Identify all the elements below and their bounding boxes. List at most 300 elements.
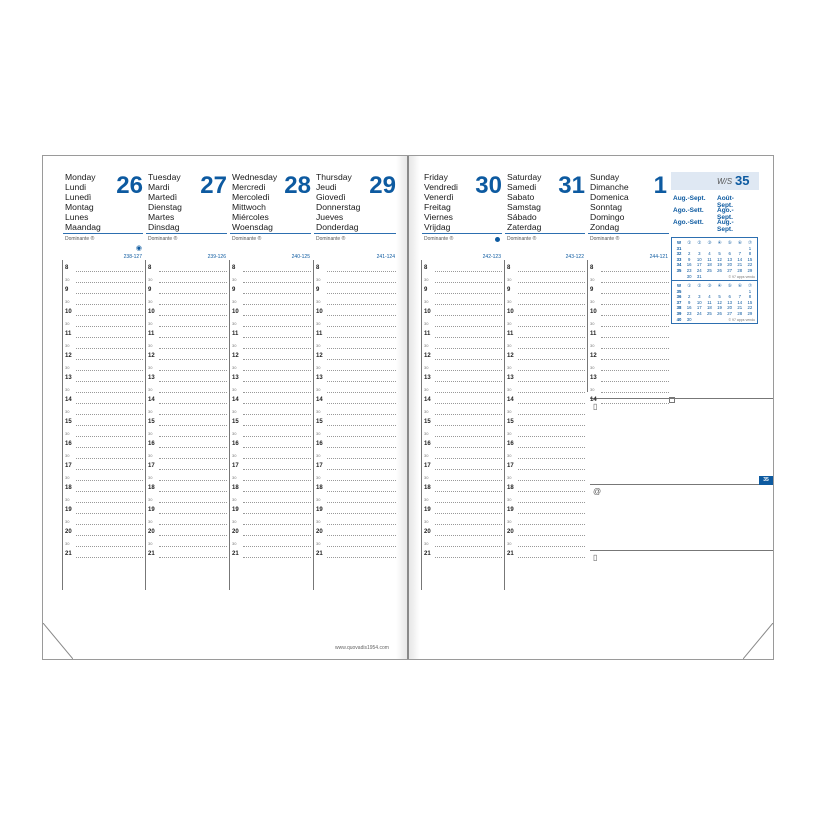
hour-slot[interactable] bbox=[229, 514, 313, 525]
hour-slot[interactable] bbox=[504, 470, 587, 481]
half-hour-label: 30 bbox=[65, 299, 70, 304]
hour-slot[interactable] bbox=[229, 404, 313, 415]
hour-slot[interactable] bbox=[62, 492, 145, 503]
mini-calendar-cell: 36 bbox=[676, 294, 682, 300]
hour-slot[interactable] bbox=[145, 360, 229, 371]
hour-slot[interactable] bbox=[587, 327, 671, 338]
hour-slot[interactable] bbox=[313, 327, 398, 338]
mini-calendar-cell: 27 bbox=[727, 311, 733, 316]
half-hour-label: 30 bbox=[316, 519, 321, 524]
day-column bbox=[145, 172, 229, 660]
hour-slot[interactable] bbox=[587, 316, 671, 327]
hour-label: 14 bbox=[424, 397, 431, 403]
hour-slot[interactable] bbox=[587, 305, 671, 316]
hour-slot[interactable] bbox=[504, 448, 587, 459]
hour-slot[interactable] bbox=[229, 426, 313, 437]
hour-slot[interactable] bbox=[587, 349, 671, 360]
mini-calendar-cell: ⑥ bbox=[737, 283, 742, 288]
hour-slot[interactable] bbox=[145, 283, 229, 294]
hour-slot[interactable] bbox=[504, 338, 587, 349]
dominante-label: Dominante ® bbox=[148, 236, 178, 242]
half-hour-label: 30 bbox=[148, 387, 153, 392]
hour-slot[interactable] bbox=[587, 294, 671, 305]
hour-label: 18 bbox=[148, 485, 155, 491]
hour-slot[interactable] bbox=[421, 426, 504, 437]
hour-slot[interactable] bbox=[145, 536, 229, 547]
hour-slot[interactable] bbox=[313, 349, 398, 360]
mini-calendar-cell bbox=[715, 274, 725, 279]
week-tab[interactable]: 35 bbox=[759, 476, 773, 485]
eye-icon: ◉ bbox=[135, 245, 142, 252]
hour-slot[interactable] bbox=[421, 492, 504, 503]
mini-calendar-cell: 17 bbox=[696, 305, 702, 311]
hour-slot[interactable] bbox=[587, 261, 671, 272]
hour-slot[interactable] bbox=[145, 382, 229, 393]
day-names bbox=[424, 172, 458, 232]
hour-slot[interactable] bbox=[421, 360, 504, 371]
date-number: 29 bbox=[369, 172, 396, 199]
hour-slot[interactable] bbox=[145, 437, 229, 448]
mini-calendar-week bbox=[674, 305, 755, 310]
hour-slot[interactable] bbox=[504, 536, 587, 547]
mini-calendar-cell: 20 bbox=[727, 262, 733, 268]
hour-slot[interactable] bbox=[62, 371, 145, 382]
hour-slot[interactable] bbox=[421, 404, 504, 415]
hour-slot[interactable] bbox=[229, 327, 313, 338]
date-number: 28 bbox=[284, 172, 311, 199]
hour-slot[interactable] bbox=[504, 349, 587, 360]
mini-calendar-cell: 16 bbox=[686, 262, 692, 268]
hour-slot[interactable] bbox=[145, 305, 229, 316]
hour-slot[interactable] bbox=[313, 371, 398, 382]
day-of-year: 241-124 bbox=[376, 254, 395, 260]
hour-slot[interactable] bbox=[229, 481, 313, 492]
mini-calendar-cell: 19 bbox=[717, 262, 722, 268]
hour-slot[interactable] bbox=[504, 360, 587, 371]
day-name: Sabato bbox=[507, 192, 535, 202]
hour-slot[interactable] bbox=[313, 294, 398, 305]
hour-slot[interactable] bbox=[145, 448, 229, 459]
hour-slot[interactable] bbox=[229, 338, 313, 349]
hour-slot[interactable] bbox=[145, 415, 229, 426]
mini-calendar-cell bbox=[725, 289, 735, 294]
hour-slot[interactable] bbox=[145, 426, 229, 437]
hour-slot[interactable] bbox=[421, 338, 504, 349]
hour-slot[interactable] bbox=[145, 338, 229, 349]
mini-calendar-cell: 37 bbox=[676, 299, 682, 305]
half-hour-label: 30 bbox=[507, 321, 512, 326]
mini-calendar-cell bbox=[735, 289, 745, 294]
day-name: Sábado bbox=[507, 212, 537, 222]
hour-slot[interactable] bbox=[587, 360, 671, 371]
page-gutter bbox=[396, 156, 420, 659]
half-hour-label: 30 bbox=[316, 343, 321, 348]
hour-slot[interactable] bbox=[313, 514, 398, 525]
hour-label: 13 bbox=[65, 375, 72, 381]
hour-slot[interactable] bbox=[145, 514, 229, 525]
hour-slot[interactable] bbox=[229, 360, 313, 371]
hour-slot[interactable] bbox=[421, 437, 504, 448]
day-name: Mittwoch bbox=[232, 202, 266, 212]
hour-slot[interactable] bbox=[229, 448, 313, 459]
half-hour-label: 30 bbox=[507, 387, 512, 392]
hour-slot[interactable] bbox=[229, 272, 313, 283]
hour-slot[interactable] bbox=[229, 316, 313, 327]
writing-line bbox=[435, 557, 502, 558]
half-hour-label: 30 bbox=[316, 277, 321, 282]
hour-slot[interactable] bbox=[504, 481, 587, 492]
hour-slot[interactable] bbox=[421, 382, 504, 393]
date-number: 31 bbox=[558, 172, 585, 199]
hour-slot[interactable] bbox=[421, 481, 504, 492]
hour-slot[interactable] bbox=[313, 316, 398, 327]
hour-label: 20 bbox=[232, 529, 239, 535]
hour-slot[interactable] bbox=[62, 547, 145, 558]
hour-slot[interactable] bbox=[145, 503, 229, 514]
hour-slot[interactable] bbox=[62, 393, 145, 404]
hour-slot[interactable] bbox=[504, 459, 587, 470]
hour-slot[interactable] bbox=[504, 294, 587, 305]
hour-slot[interactable] bbox=[229, 525, 313, 536]
hour-slot[interactable] bbox=[145, 393, 229, 404]
hour-slot[interactable] bbox=[421, 547, 504, 558]
hour-slot[interactable] bbox=[313, 404, 398, 415]
hour-label: 16 bbox=[232, 441, 239, 447]
mini-calendar-week bbox=[674, 294, 755, 299]
hour-slot[interactable] bbox=[62, 470, 145, 481]
hour-slot[interactable] bbox=[62, 305, 145, 316]
hour-slot[interactable] bbox=[504, 492, 587, 503]
half-hour-label: 30 bbox=[65, 431, 70, 436]
hour-slot[interactable] bbox=[313, 305, 398, 316]
hour-slot[interactable] bbox=[421, 261, 504, 272]
day-name: Tuesday bbox=[148, 172, 181, 182]
hour-slot[interactable] bbox=[504, 316, 587, 327]
hour-slot[interactable] bbox=[145, 492, 229, 503]
mini-calendar-cell: 1 bbox=[748, 245, 752, 251]
hour-slot[interactable] bbox=[587, 371, 671, 382]
half-hour-label: 30 bbox=[148, 497, 153, 502]
hour-slot[interactable] bbox=[421, 349, 504, 360]
hour-slot[interactable] bbox=[421, 503, 504, 514]
hour-slot[interactable] bbox=[62, 283, 145, 294]
hour-slot[interactable] bbox=[504, 305, 587, 316]
hour-slot[interactable] bbox=[587, 382, 671, 393]
hour-slot[interactable] bbox=[62, 448, 145, 459]
hour-slot[interactable] bbox=[145, 525, 229, 536]
hour-slot[interactable] bbox=[145, 294, 229, 305]
hour-slot[interactable] bbox=[421, 470, 504, 481]
hour-slot[interactable] bbox=[313, 470, 398, 481]
hour-slot[interactable] bbox=[145, 547, 229, 558]
hour-slot[interactable] bbox=[229, 261, 313, 272]
header-rule bbox=[588, 233, 669, 234]
hour-slot[interactable] bbox=[145, 272, 229, 283]
month-label: Aug.-Sept. bbox=[717, 219, 734, 233]
hour-slot[interactable] bbox=[313, 283, 398, 294]
mini-calendar-cell: 25 bbox=[707, 311, 712, 316]
hour-slot[interactable] bbox=[229, 470, 313, 481]
hour-slot[interactable] bbox=[62, 514, 145, 525]
hour-label: 9 bbox=[232, 287, 236, 293]
hour-label: 12 bbox=[148, 353, 155, 359]
hour-slot[interactable] bbox=[145, 459, 229, 470]
half-hour-label: 30 bbox=[316, 475, 321, 480]
hour-slot[interactable] bbox=[504, 415, 587, 426]
half-hour-label: 30 bbox=[424, 409, 429, 414]
date-number: 27 bbox=[200, 172, 227, 199]
hour-slot[interactable] bbox=[62, 382, 145, 393]
hour-slot[interactable] bbox=[62, 536, 145, 547]
hour-slot[interactable] bbox=[421, 459, 504, 470]
day-column bbox=[313, 172, 398, 660]
hour-label: 17 bbox=[424, 463, 431, 469]
hour-slot[interactable] bbox=[62, 525, 145, 536]
mini-calendar-cell: 9 bbox=[687, 256, 691, 262]
hour-slot[interactable] bbox=[145, 327, 229, 338]
hour-slot[interactable] bbox=[587, 338, 671, 349]
hour-slot[interactable] bbox=[313, 338, 398, 349]
half-hour-label: 30 bbox=[590, 321, 595, 326]
hour-slot[interactable] bbox=[62, 459, 145, 470]
hour-slot[interactable] bbox=[421, 536, 504, 547]
hour-slot[interactable] bbox=[421, 393, 504, 404]
mini-calendar-cell bbox=[674, 274, 684, 279]
hour-slot[interactable] bbox=[313, 393, 398, 404]
hour-slot[interactable] bbox=[504, 547, 587, 558]
mini-calendar-cell: 7 bbox=[738, 251, 741, 257]
day-name: Saturday bbox=[507, 172, 542, 182]
hour-slot[interactable] bbox=[504, 382, 587, 393]
hour-slot[interactable] bbox=[313, 481, 398, 492]
hour-slot[interactable] bbox=[313, 536, 398, 547]
half-hour-label: 30 bbox=[232, 475, 237, 480]
mini-calendar-cell: 3 bbox=[698, 294, 701, 300]
writing-line bbox=[243, 557, 311, 558]
hour-slot[interactable] bbox=[313, 382, 398, 393]
mini-calendar-cell: ② bbox=[697, 240, 702, 245]
mini-calendar-cell bbox=[704, 289, 714, 294]
hour-slot[interactable] bbox=[504, 327, 587, 338]
half-hour-label: 30 bbox=[590, 387, 595, 392]
hour-slot[interactable] bbox=[62, 327, 145, 338]
hour-slot[interactable] bbox=[421, 448, 504, 459]
header-rule bbox=[422, 233, 502, 234]
hour-slot[interactable] bbox=[421, 294, 504, 305]
mini-calendar-cell: 24 bbox=[696, 311, 702, 316]
half-hour-label: 30 bbox=[316, 387, 321, 392]
mini-calendar-cell: 28 bbox=[737, 268, 743, 273]
hour-slot[interactable] bbox=[229, 547, 313, 558]
hour-slot[interactable] bbox=[229, 536, 313, 547]
hour-slot[interactable] bbox=[504, 261, 587, 272]
hour-slot[interactable] bbox=[62, 503, 145, 514]
day-of-year: 244-121 bbox=[649, 254, 668, 260]
hour-slot[interactable] bbox=[587, 393, 671, 404]
hour-slot[interactable] bbox=[62, 349, 145, 360]
half-hour-label: 30 bbox=[232, 409, 237, 414]
month-label: Aug.-Sept. bbox=[673, 195, 706, 202]
day-column bbox=[229, 172, 313, 660]
hour-label: 14 bbox=[148, 397, 155, 403]
hour-slot[interactable] bbox=[229, 503, 313, 514]
hour-slot[interactable] bbox=[62, 294, 145, 305]
day-name: Viernes bbox=[424, 212, 453, 222]
half-hour-label: 30 bbox=[507, 277, 512, 282]
hour-slot[interactable] bbox=[504, 371, 587, 382]
mini-calendar-cell: 29 bbox=[747, 311, 753, 316]
mini-calendar-week bbox=[674, 311, 755, 316]
hour-slot[interactable] bbox=[145, 481, 229, 492]
hour-label: 12 bbox=[590, 353, 597, 359]
hour-slot[interactable] bbox=[313, 426, 398, 437]
mini-calendar-cell bbox=[704, 246, 714, 251]
mini-calendar-cell: 17 bbox=[696, 262, 702, 268]
hour-label: 8 bbox=[590, 265, 594, 271]
hour-label: 9 bbox=[316, 287, 320, 293]
hour-slot[interactable] bbox=[421, 514, 504, 525]
hour-slot[interactable] bbox=[313, 415, 398, 426]
hour-slot[interactable] bbox=[229, 492, 313, 503]
half-hour-label: 30 bbox=[590, 299, 595, 304]
hour-label: 14 bbox=[65, 397, 72, 403]
mini-calendar-week bbox=[674, 300, 755, 305]
mini-calendar-cell: 7 bbox=[738, 294, 741, 300]
half-hour-label: 30 bbox=[424, 387, 429, 392]
hour-slot[interactable] bbox=[62, 426, 145, 437]
hour-slot[interactable] bbox=[145, 349, 229, 360]
hour-slot[interactable] bbox=[229, 371, 313, 382]
hour-slot[interactable] bbox=[421, 283, 504, 294]
hour-slot[interactable] bbox=[62, 338, 145, 349]
hour-slot[interactable] bbox=[62, 360, 145, 371]
hour-slot[interactable] bbox=[587, 283, 671, 294]
day-name: Mercoledì bbox=[232, 192, 270, 202]
hour-slot[interactable] bbox=[229, 305, 313, 316]
hour-slot[interactable] bbox=[313, 261, 398, 272]
hour-label: 11 bbox=[590, 331, 597, 337]
hour-label: 13 bbox=[148, 375, 155, 381]
hour-slot[interactable] bbox=[229, 415, 313, 426]
hour-label: 19 bbox=[507, 507, 514, 513]
hour-slot[interactable] bbox=[62, 261, 145, 272]
hour-slot[interactable] bbox=[504, 283, 587, 294]
dominante-label: Dominante ® bbox=[232, 236, 262, 242]
hour-slot[interactable] bbox=[313, 547, 398, 558]
hour-slot[interactable] bbox=[421, 415, 504, 426]
mini-calendar-week bbox=[674, 262, 755, 267]
hour-slot[interactable] bbox=[504, 514, 587, 525]
hour-slot[interactable] bbox=[421, 327, 504, 338]
day-of-year: 239-126 bbox=[207, 254, 226, 260]
hour-label: 20 bbox=[65, 529, 72, 535]
hour-slot[interactable] bbox=[62, 437, 145, 448]
hour-slot[interactable] bbox=[504, 525, 587, 536]
hour-slot[interactable] bbox=[313, 437, 398, 448]
half-hour-label: 30 bbox=[65, 409, 70, 414]
mini-calendar-cell: 12 bbox=[717, 256, 722, 262]
hour-slot[interactable] bbox=[229, 459, 313, 470]
hour-slot[interactable] bbox=[313, 459, 398, 470]
moon-phase-icon bbox=[495, 237, 500, 242]
month-label: Août-Sept. bbox=[717, 195, 734, 209]
hour-slot[interactable] bbox=[229, 382, 313, 393]
hour-label: 15 bbox=[507, 419, 514, 425]
hour-slot[interactable] bbox=[313, 525, 398, 536]
hour-slot[interactable] bbox=[421, 316, 504, 327]
day-name: Mardi bbox=[148, 182, 170, 192]
hour-slot[interactable] bbox=[62, 404, 145, 415]
hour-slot[interactable] bbox=[313, 503, 398, 514]
dominante-label: Dominante ® bbox=[590, 236, 620, 242]
day-name: Zaterdag bbox=[507, 222, 542, 232]
half-hour-label: 30 bbox=[316, 321, 321, 326]
hour-label: 10 bbox=[316, 309, 323, 315]
phone-icon: ▯ bbox=[593, 402, 598, 411]
half-hour-label: 30 bbox=[424, 541, 429, 546]
half-hour-label: 30 bbox=[232, 387, 237, 392]
hour-slot[interactable] bbox=[504, 437, 587, 448]
half-hour-label: 30 bbox=[316, 431, 321, 436]
hour-label: 18 bbox=[232, 485, 239, 491]
hour-slot[interactable] bbox=[229, 393, 313, 404]
hour-slot[interactable] bbox=[504, 426, 587, 437]
hour-slot[interactable] bbox=[504, 404, 587, 415]
hour-slot[interactable] bbox=[229, 349, 313, 360]
hour-slot[interactable] bbox=[145, 404, 229, 415]
day-column bbox=[62, 172, 145, 660]
hour-slot[interactable] bbox=[313, 272, 398, 283]
hour-slot[interactable] bbox=[62, 272, 145, 283]
day-of-year: 243-122 bbox=[565, 254, 584, 260]
hour-label: 10 bbox=[507, 309, 514, 315]
hour-slot[interactable] bbox=[313, 492, 398, 503]
day-name: Mercredi bbox=[232, 182, 266, 192]
hour-label: 21 bbox=[148, 551, 155, 557]
hour-slot[interactable] bbox=[145, 470, 229, 481]
day-name: Wednesday bbox=[232, 172, 278, 182]
hour-slot[interactable] bbox=[62, 481, 145, 492]
hour-slot[interactable] bbox=[421, 272, 504, 283]
hour-slot[interactable] bbox=[504, 393, 587, 404]
half-hour-label: 30 bbox=[507, 299, 512, 304]
hour-slot[interactable] bbox=[229, 283, 313, 294]
date-number: 1 bbox=[653, 172, 667, 199]
hour-slot[interactable] bbox=[145, 371, 229, 382]
half-hour-label: 30 bbox=[507, 497, 512, 502]
hour-slot[interactable] bbox=[229, 294, 313, 305]
hour-label: 18 bbox=[507, 485, 514, 491]
hour-slot[interactable] bbox=[313, 360, 398, 371]
hour-slot[interactable] bbox=[504, 503, 587, 514]
hour-slot[interactable] bbox=[145, 261, 229, 272]
hour-slot[interactable] bbox=[421, 305, 504, 316]
checkbox[interactable] bbox=[669, 397, 675, 403]
mini-calendar-cell: 4 bbox=[708, 251, 711, 257]
half-hour-label: 30 bbox=[232, 299, 237, 304]
hour-slot[interactable] bbox=[504, 272, 587, 283]
hour-slot[interactable] bbox=[587, 272, 671, 283]
hour-slot[interactable] bbox=[229, 437, 313, 448]
day-column bbox=[421, 172, 504, 660]
hour-slot[interactable] bbox=[421, 371, 504, 382]
hour-slot[interactable] bbox=[62, 316, 145, 327]
hour-slot[interactable] bbox=[421, 525, 504, 536]
hour-slot[interactable] bbox=[313, 448, 398, 459]
hour-slot[interactable] bbox=[145, 316, 229, 327]
mini-calendar-cell: 23 bbox=[686, 268, 692, 273]
hour-slot[interactable] bbox=[62, 415, 145, 426]
